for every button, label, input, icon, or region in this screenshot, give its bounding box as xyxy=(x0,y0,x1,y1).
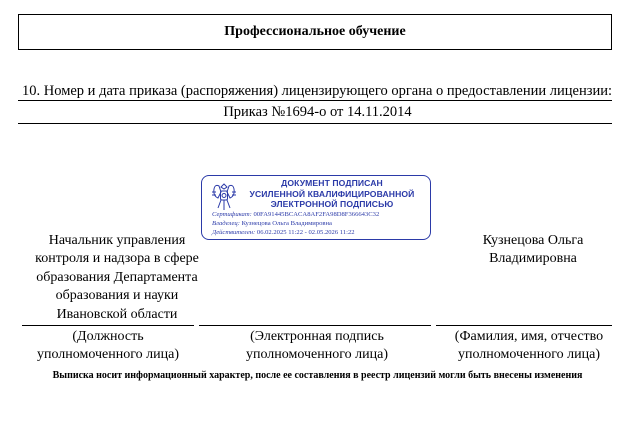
label-underline xyxy=(18,100,612,101)
license-order-label: 10. Номер и дата приказа (распоряжения) лицензирующего органа о предоставлении лицензии: xyxy=(22,83,612,99)
position-caption: (Должность уполномоченного лица) xyxy=(37,329,179,362)
stamp-line-3: ЭЛЕКТРОННОЙ ПОДПИСЬЮ xyxy=(270,199,394,209)
stamp-validity: Действителен: 06.02.2025 11:22 - 02.05.2026 11:22 xyxy=(212,229,355,236)
license-order-value: Приказ №1694-о от 14.11.2014 xyxy=(223,104,412,120)
stamp-details xyxy=(212,210,379,237)
stamp-line-1: ДОКУМЕНТ ПОДПИСАН xyxy=(281,178,383,188)
stamp-certificate: Сертификат: 00FA91445BCACA8AF2FA98D8F366643C32 xyxy=(212,211,380,218)
e-signature-stamp xyxy=(201,175,431,240)
fio-line xyxy=(436,325,612,326)
value-underline xyxy=(18,123,612,124)
page-title-box xyxy=(18,14,612,50)
signature-line xyxy=(199,325,431,326)
signatory-fio: Кузнецова Ольга Владимировна xyxy=(482,233,584,267)
signatory-position: Начальник управления контроля и надзора в сфере образования Департамента образования и науки Ивановской области xyxy=(35,233,199,322)
stamp-header xyxy=(238,178,426,210)
position-line xyxy=(22,325,194,326)
signature-caption: (Электронная подпись уполномоченного лица) xyxy=(246,329,388,362)
disclaimer-note: Выписка носит информационный характер, после ее составления в реестр лицензий могли быть внесены изменения xyxy=(52,370,583,381)
stamp-line-2: УСИЛЕННОЙ КВАЛИФИЦИРОВАННОЙ xyxy=(249,188,415,199)
stamp-owner: Владелец: Кузнецова Ольга Владимировна xyxy=(212,220,332,227)
page-title: Профессиональное обучение xyxy=(224,24,406,39)
fio-caption: (Фамилия, имя, отчество уполномоченного лица) xyxy=(454,329,604,362)
